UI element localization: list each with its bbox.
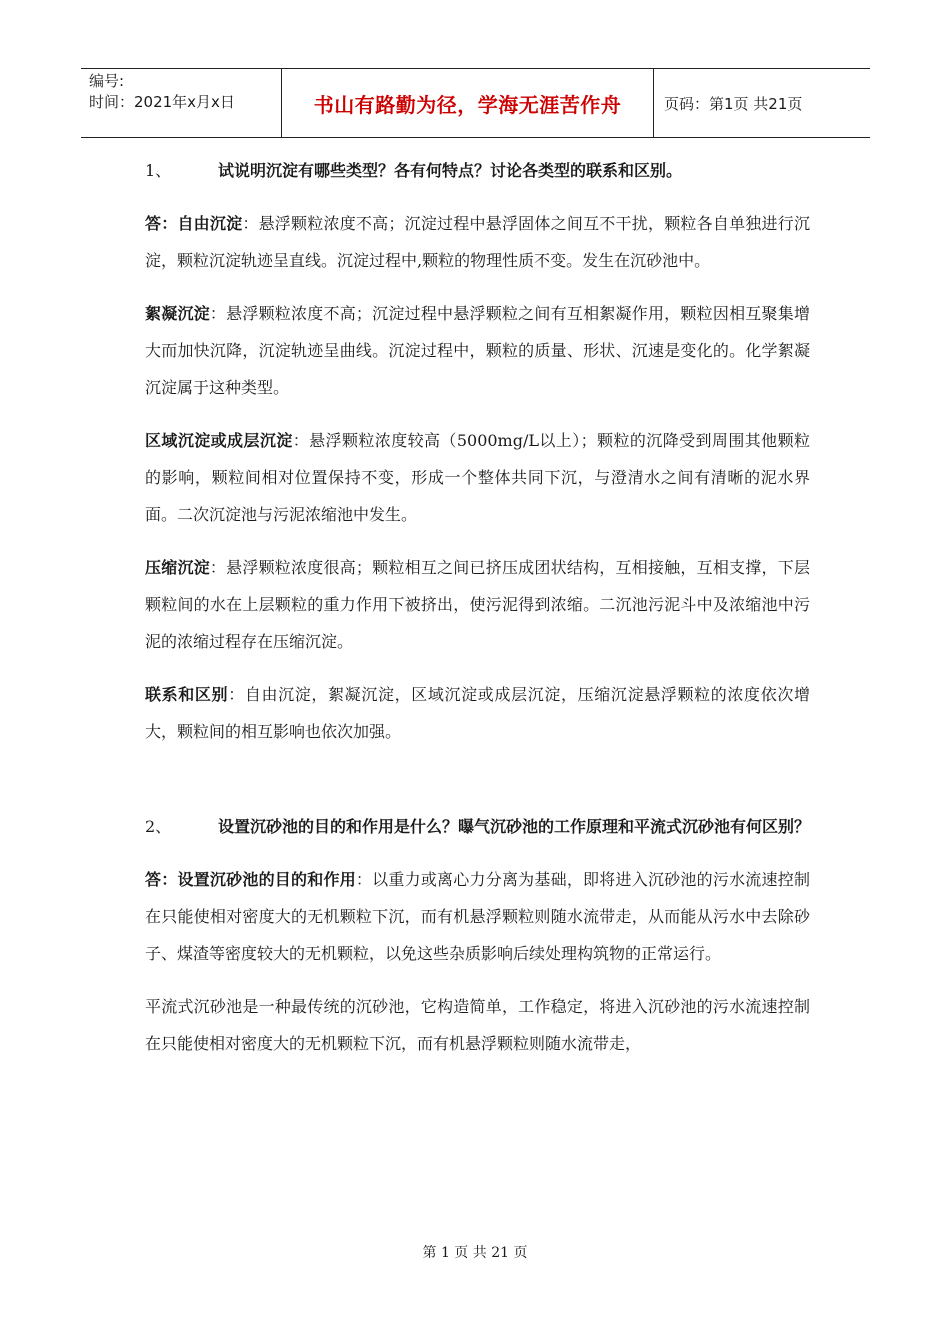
answer-paragraph — [145, 988, 810, 1062]
answer-text: ：自由沉淀，絮凝沉淀，区域沉淀或成层沉淀，压缩沉淀悬浮颗粒的浓度依次增大，颗粒间的相互影响也依次加强。 — [145, 685, 810, 741]
answer-paragraph — [145, 422, 810, 533]
question-number: 2、 — [145, 817, 172, 836]
question-text: 试说明沉淀有哪些类型？各有何特点？讨论各类型的联系和区别。 — [218, 161, 683, 180]
page-header — [81, 68, 870, 138]
header-motto: 书山有路勤为径，学海无涯苦作舟 — [313, 92, 622, 117]
answer-text: ：悬浮颗粒浓度很高；颗粒相互之间已挤压成团状结构，互相接触，互相支撑，下层颗粒间的水在上层颗粒的重力作用下被挤出，使污泥得到浓缩。二沉池污泥斗中及浓缩池中污泥的浓缩过程存在压缩沉淀。 — [145, 558, 810, 651]
question-text: 设置沉砂池的目的和作用是什么？曝气沉砂池的工作原理和平流式沉砂池有何区别？ — [218, 817, 811, 836]
document-date: 时间：2021年x月x日 — [89, 93, 235, 111]
question-1 — [145, 152, 810, 189]
answer-paragraph — [145, 549, 810, 660]
document-number-label: 编号: — [89, 72, 125, 90]
document-body — [145, 152, 810, 1062]
header-meta — [81, 69, 282, 137]
answer-label: 区域沉淀或成层沉淀 — [145, 431, 293, 450]
answer-text: ：悬浮颗粒浓度不高；沉淀过程中悬浮颗粒之间有互相絮凝作用，颗粒因相互聚集增大而加快沉降，沉淀轨迹呈曲线。沉淀过程中，颗粒的质量、形状、沉速是变化的。化学絮凝沉淀属于这种类型。 — [145, 304, 810, 397]
header-page-number: 页码：第1页 共21页 — [664, 94, 803, 113]
question-number: 1、 — [145, 161, 172, 180]
answer-text: 平流式沉砂池是一种最传统的沉砂池，它构造简单，工作稳定，将进入沉砂池的污水流速控制在只能使相对密度大的无机颗粒下沉，而有机悬浮颗粒则随水流带走， — [145, 997, 810, 1053]
answer-text: ：悬浮颗粒浓度较高（5000mg/L以上）；颗粒的沉降受到周围其他颗粒的影响，颗粒间相对位置保持不变，形成一个整体共同下沉，与澄清水之间有清晰的泥水界面。二次沉淀池与污泥浓缩池中发生。 — [145, 431, 810, 524]
answer-label: 答：自由沉淀 — [145, 214, 243, 233]
answer-text: ：以重力或离心力分离为基础，即将进入沉砂池的污水流速控制在只能使相对密度大的无机颗粒下沉，而有机悬浮颗粒则随水流带走，从而能从污水中去除砂子、煤渣等密度较大的无机颗粒，以免这些杂质影响后续处理构筑物的正常运行。 — [145, 870, 810, 963]
question-2 — [145, 808, 810, 845]
answer-label: 联系和区别 — [145, 685, 229, 704]
answer-paragraph — [145, 676, 810, 750]
answer-label: 压缩沉淀 — [145, 558, 210, 577]
header-motto-cell — [282, 69, 654, 137]
page-footer: 第 1 页 共 21 页 — [422, 1245, 528, 1261]
answer-paragraph — [145, 205, 810, 279]
answer-paragraph — [145, 861, 810, 972]
answer-text: ：悬浮颗粒浓度不高；沉淀过程中悬浮固体之间互不干扰，颗粒各自单独进行沉淀，颗粒沉淀轨迹呈直线。沉淀过程中,颗粒的物理性质不变。发生在沉砂池中。 — [145, 214, 810, 270]
answer-paragraph — [145, 295, 810, 406]
answer-label: 絮凝沉淀 — [145, 304, 210, 323]
answer-label: 答：设置沉砂池的目的和作用 — [145, 870, 356, 889]
